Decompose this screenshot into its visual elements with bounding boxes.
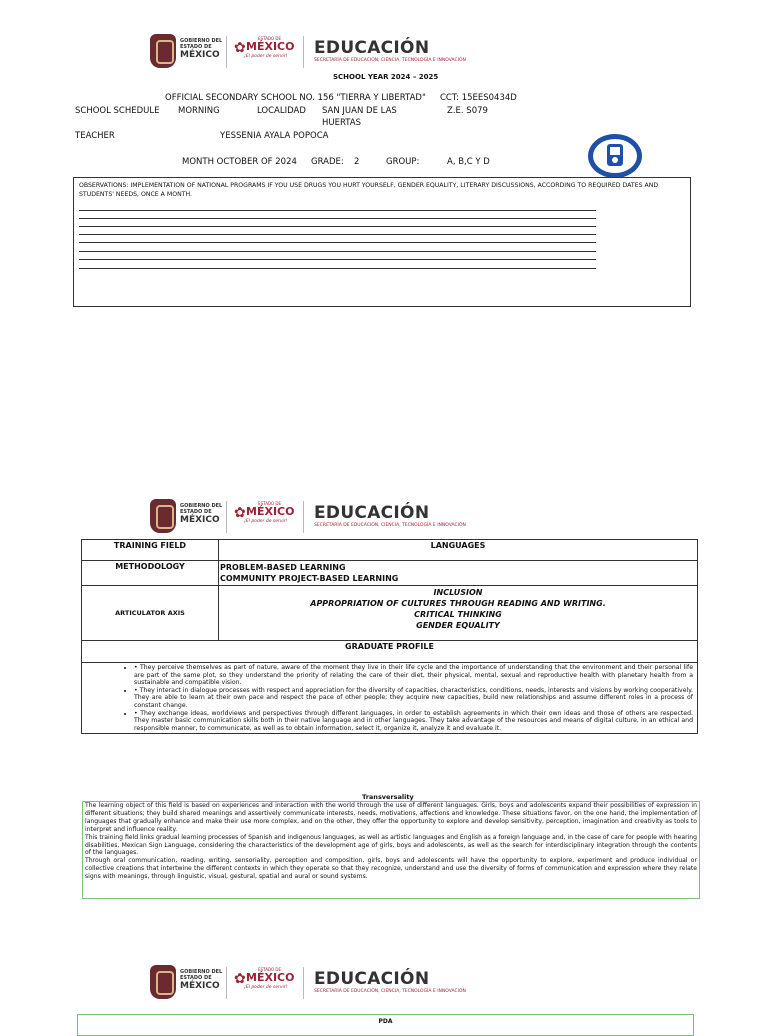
divider [226,967,227,999]
transversality-paragraph: This training field links gradual learning processes of Spanish and indigenous languages, as well as artistic languages and English as a foreign language and, in the case of care for people with hearing disabilities, Mexican Sign Language, considering the characteristics of the development age of girls, boys and adolescents, as well as the search for interdisciplinary integration through the contents of the languages. [85,833,697,857]
writing-line [79,242,596,243]
divider [303,36,304,68]
estado-mexico-logo: ✿ ESTADO DE MÉXICO ¡El poder de servir! [234,36,295,59]
localidad-label: LOCALIDAD [257,106,306,116]
articulator-axis-value: INCLUSION APPROPRIATION OF CULTURES THROUGH READING AND WRITING. CRITICAL THINKING GENDER EQUALITY [219,586,698,641]
transversality-paragraph: Through oral communication, reading, writing, sensoriality, perception and composition, girls, boys and adolescents will have the opportunity to explore, experiment and produce individual or collective creations that intertwine the different contexts in which they operate so that they recognize, understand and use the diversity of forms of communication and expression where they relate signs with meanings, through linguistic, visual, gestural, spatial and aural or sound systems. [85,857,697,881]
school-name: OFFICIAL SECONDARY SCHOOL NO. 156 "TIERRA Y LIBERTAD" [165,93,426,103]
graduate-profile-list [82,663,698,734]
pda-title: PDA [378,1018,393,1025]
observations-text: OBSERVATIONS: IMPLEMENTATION OF NATIONAL PROGRAMS IF YOU USE DRUGS YOU HURT YOURSELF, GENDER EQUALITY, LITERARY DISCUSSIONS, ACCORDING TO REQUIRED DATES AND STUDENTS' NEEDS, ONCE A MONTH. [79,182,659,198]
state-seal-icon [150,34,176,68]
government-logo-text: GOBIERNO DEL ESTADO DE MÉXICO [180,38,223,60]
educacion-subtitle: SECRETARÍA DE EDUCACIÓN, CIENCIA, TECNOLOGÍA E INNOVACIÓN [314,58,466,63]
educacion-logo: EDUCACIÓN [314,969,430,989]
graduate-profile-title: GRADUATE PROFILE [82,641,698,663]
educacion-logo: EDUCACIÓN [314,38,430,58]
writing-line [79,234,596,235]
methodology-label: METHODOLOGY [82,561,219,586]
state-seal-icon [150,965,176,999]
flower-icon: ✿ [234,40,246,56]
writing-line [79,268,596,269]
writing-line [79,226,596,227]
government-logo-text: GOBIERNO DEL ESTADO DE MÉXICO [180,503,223,525]
teacher-value: YESSENIA AYALA POPOCA [220,131,329,141]
educacion-subtitle: SECRETARÍA DE EDUCACIÓN, CIENCIA, TECNOLOGÍA E INNOVACIÓN [314,523,466,528]
educacion-logo: EDUCACIÓN [314,503,430,523]
header-logos [150,965,490,1001]
writing-line [79,259,596,260]
training-field-value: LANGUAGES [219,540,698,561]
writing-line [79,218,596,219]
header-logos [150,499,490,535]
schedule-label: SCHOOL SCHEDULE [75,106,160,116]
header-logos [150,34,490,70]
state-seal-icon [150,499,176,533]
localidad-value: SAN JUAN DE LAS [322,106,397,116]
school-year: SCHOOL YEAR 2024 – 2025 [333,73,439,81]
divider [303,501,304,533]
training-field-label: TRAINING FIELD [82,540,219,561]
divider [226,36,227,68]
divider [303,967,304,999]
government-logo-text: GOBIERNO DEL ESTADO DE MÉXICO [180,969,223,991]
methodology-value: PROBLEM-BASED LEARNING COMMUNITY PROJECT-BASED LEARNING [219,561,698,586]
group-label: GROUP: [386,157,420,167]
schedule-value: MORNING [178,106,220,116]
grade-label: GRADE: [311,157,344,167]
localidad-value-cont: HUERTAS [322,118,362,128]
flower-icon: ✿ [234,971,246,987]
list-item: • • They exchange ideas, worldviews and perspectives through different languages, in order to establish agreements in which their own ideas and those of others are respected. They master basic communication skills both in their native language and in other languages. They take advantage of the resources and means of digital culture, in an ethical and responsible manner, to communicate, as well as to obtain information, select it, organize it, analyze it and evaluate it. [134,710,693,733]
articulator-axis-label: ARTICULATOR AXIS [82,586,219,641]
planning-table [81,539,698,734]
writing-line [79,210,596,211]
transversality-box [82,801,700,899]
estado-mexico-logo: ✿ ESTADO DE MÉXICO ¡El poder de servir! [234,501,295,524]
transversality-title: Transversality [362,793,414,801]
writing-line [79,251,596,252]
transversality-paragraph: The learning object of this field is based on experiences and interaction with the world through the use of different languages. Girls, boys and adolescents expand their possibilities of expression in different situations; they build shared meanings and assertively communicate interests, needs, motivations, affections and knowledge. These situations favor, on the one hand, the implementation of languages that gradually enhance and make their use more complex, and on the other, they offer the opportunity to explore and develop sensitivity, perception, imagination and creativity as tools to interpret and influence reality. [85,802,697,833]
educacion-subtitle: SECRETARÍA DE EDUCACIÓN, CIENCIA, TECNOLOGÍA E INNOVACIÓN [314,989,466,994]
list-item: • • They interact in dialogue processes with respect and appreciation for the diversity of capacities, characteristics, conditions, needs, interests and visions by working cooperatively. They are able to learn at their own pace and respect the pace of other people; they acquire new capacities, build new relationships and assume different roles in a process of constant change. [134,687,693,710]
month: MONTH OCTOBER OF 2024 [182,157,297,167]
flower-icon: ✿ [234,505,246,521]
list-item: • • They perceive themselves as part of nature, aware of the moment they live in their life cycle and the importance of understanding that the environment and their personal life are part of the same plot, so they understand the priority of relating the care of their diet, their physical, mental, sexual and reproductive health with planetary health from a sustainable and compatible vision. [134,664,693,687]
zona-escolar: Z.E. S079 [447,106,488,116]
pda-box [77,1014,694,1036]
divider [226,501,227,533]
cct: CCT: 15EES0434D [440,93,517,103]
school-shield-icon [586,130,644,180]
group-value: A, B,C Y D [447,157,490,167]
estado-mexico-logo: ✿ ESTADO DE MÉXICO ¡El poder de servir! [234,967,295,990]
teacher-label: TEACHER [75,131,115,141]
grade-value: 2 [354,157,360,167]
